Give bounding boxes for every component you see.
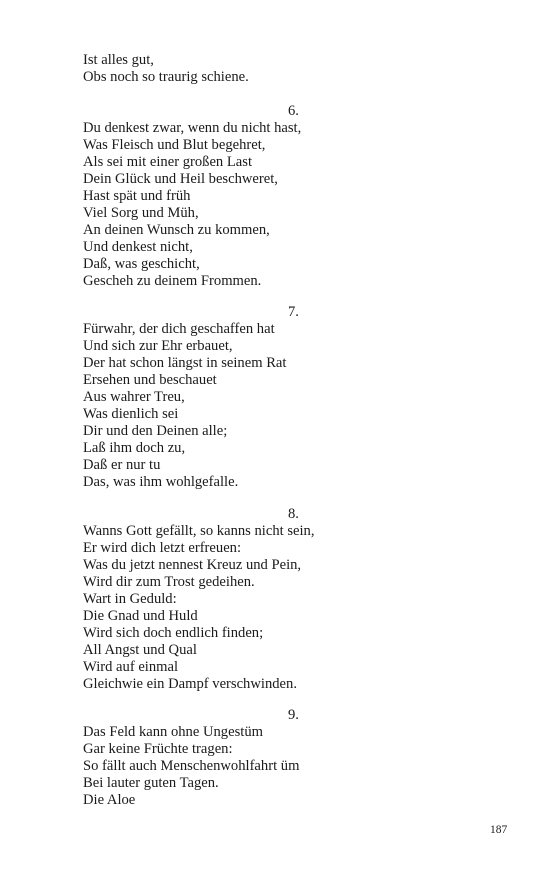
verse-line: Aus wahrer Treu, <box>83 389 185 405</box>
verse-line: Laß ihm doch zu, <box>83 440 186 456</box>
verse-line: Der hat schon längst in seinem Rat <box>83 355 287 371</box>
verse-line: Und denkest nicht, <box>83 239 193 255</box>
stanza-number: 9. <box>288 707 299 723</box>
stanza-number: 7. <box>288 304 299 320</box>
verse-line: Ist alles gut, <box>83 52 154 68</box>
stanza-number: 6. <box>288 103 299 119</box>
verse-line: Was du jetzt nennest Kreuz und Pein, <box>83 557 302 573</box>
verse-line: So fällt auch Menschenwohlfahrt üm <box>83 758 300 774</box>
verse-line: Und sich zur Ehr erbauet, <box>83 338 233 354</box>
verse-line: Das, was ihm wohlgefalle. <box>83 474 239 490</box>
verse-line: Was dienlich sei <box>83 406 179 422</box>
stanza-number: 8. <box>288 506 299 522</box>
verse-line: All Angst und Qual <box>83 642 197 658</box>
verse-line: Gleichwie ein Dampf verschwinden. <box>83 676 297 692</box>
verse-line: Das Feld kann ohne Ungestüm <box>83 724 263 740</box>
verse-line: Wird sich doch endlich finden; <box>83 625 264 641</box>
verse-line: Was Fleisch und Blut begehret, <box>83 137 266 153</box>
verse-line: Hast spät und früh <box>83 188 191 204</box>
verse-line: Daß, was geschicht, <box>83 256 200 272</box>
verse-line: Gescheh zu deinem Frommen. <box>83 273 262 289</box>
verse-line: Wanns Gott gefällt, so kanns nicht sein, <box>83 523 315 539</box>
verse-line: Die Aloe <box>83 792 136 808</box>
verse-line: Als sei mit einer großen Last <box>83 154 253 170</box>
verse-line: Fürwahr, der dich geschaffen hat <box>83 321 275 337</box>
verse-line: Wird auf einmal <box>83 659 179 675</box>
verse-line: Die Gnad und Huld <box>83 608 198 624</box>
verse-line: Dir und den Deinen alle; <box>83 423 228 439</box>
verse-line: Viel Sorg und Müh, <box>83 205 199 221</box>
verse-line: Er wird dich letzt erfreuen: <box>83 540 242 556</box>
verse-line: Du denkest zwar, wenn du nicht hast, <box>83 120 302 136</box>
verse-line: Gar keine Früchte tragen: <box>83 741 233 757</box>
verse-line: Dein Glück und Heil beschweret, <box>83 171 278 187</box>
verse-line: Bei lauter guten Tagen. <box>83 775 219 791</box>
verse-line: Obs noch so traurig schiene. <box>83 69 249 85</box>
verse-line: Ersehen und beschauet <box>83 372 217 388</box>
verse-line: Daß er nur tu <box>83 457 161 473</box>
verse-line: Wart in Geduld: <box>83 591 177 607</box>
verse-line: An deinen Wunsch zu kommen, <box>83 222 270 238</box>
page-number: 187 <box>490 824 508 836</box>
verse-line: Wird dir zum Trost gedeihen. <box>83 574 255 590</box>
